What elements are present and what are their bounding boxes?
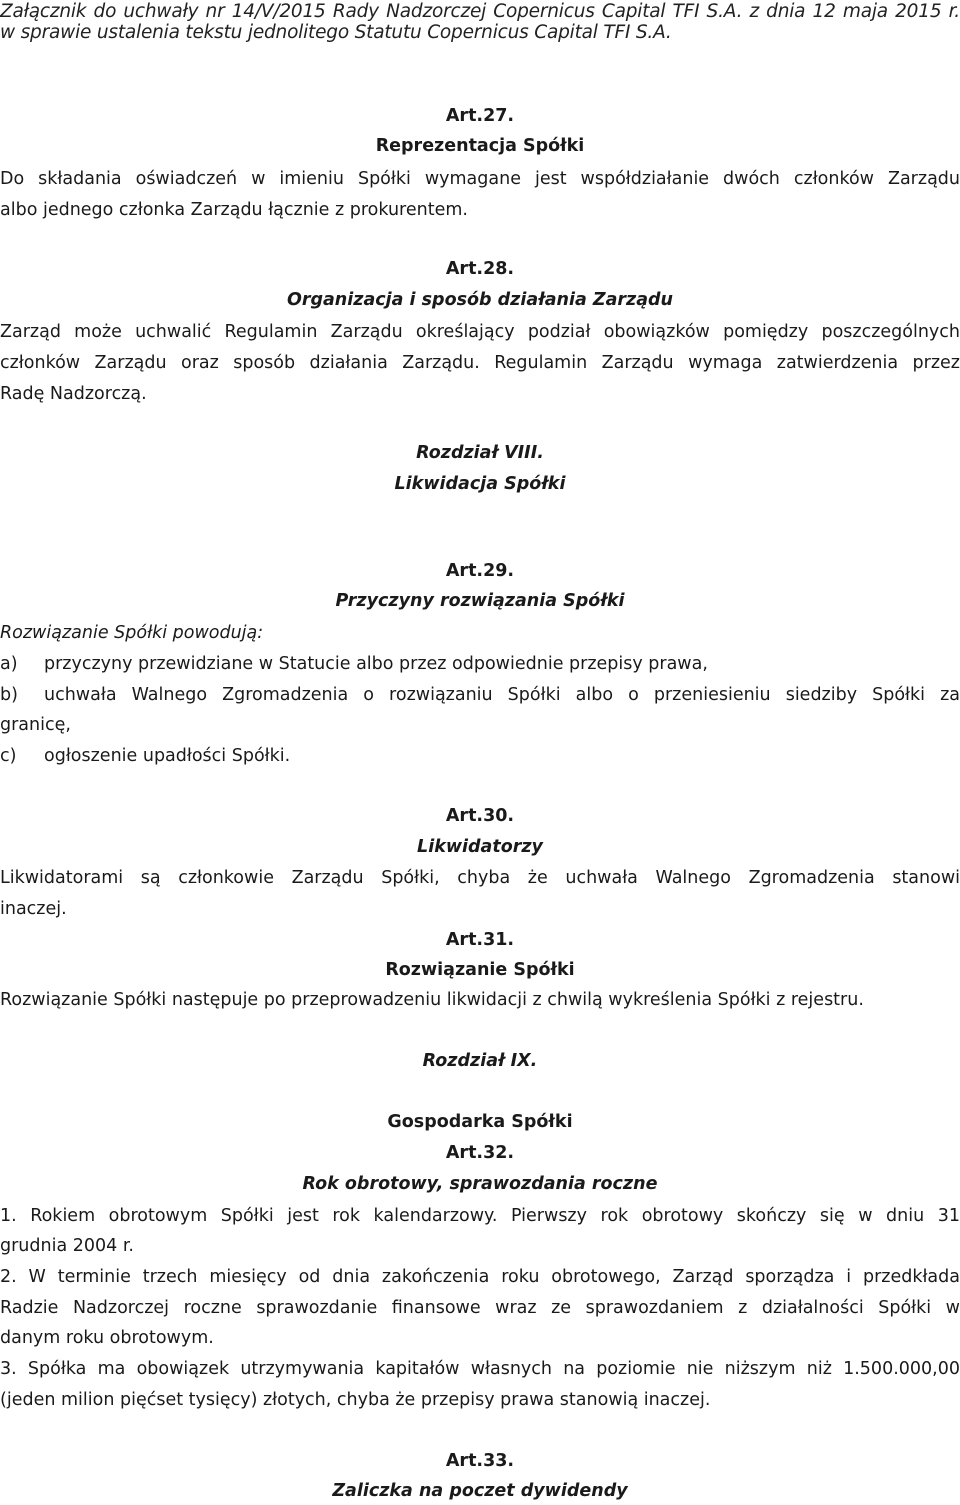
art32-p2-line-2: Radzie Nadzorczej roczne sprawozdanie finansowe wraz ze sprawozdaniem z działalności Spółki w: [0, 1298, 960, 1318]
list-marker: c): [0, 746, 17, 766]
art32-number: Art.32.: [445, 1143, 515, 1163]
art28-text-line-2: członków Zarządu oraz sposób działania Zarządu. Regulamin Zarządu wymaga zatwierdzenia przez: [0, 353, 960, 373]
art31-number: Art.31.: [445, 930, 515, 950]
art31-text-line-1: Rozwiązanie Spółki następuje po przeprowadzeniu likwidacji z chwilą wykreślenia Spółki z rejestru.: [0, 990, 864, 1010]
art27-text-line-1: Do składania oświadczeń w imieniu Spółki wymagane jest współdziałanie dwóch członków Zarządu: [0, 169, 960, 189]
art31-title: Rozwiązanie Spółki: [385, 960, 575, 980]
art32-p2-line-1: 2. W terminie trzech miesięcy od dnia zakończenia roku obrotowego, Zarząd sporządza i przedkłada: [0, 1267, 960, 1287]
art30-number: Art.30.: [445, 806, 515, 826]
art27-text-line-2: albo jednego członka Zarządu łącznie z prokurentem.: [0, 200, 468, 220]
art32-p3-line-2: (jeden milion pięćset tysięcy) złotych, chyba że przepisy prawa stanowią inaczej.: [0, 1390, 711, 1410]
art27-number: Art.27.: [445, 106, 515, 126]
list-text: ogłoszenie upadłości Spółki.: [44, 746, 291, 766]
art32-p1-line-2: grudnia 2004 r.: [0, 1236, 134, 1256]
chapter8-number: Rozdział VIII.: [416, 443, 544, 463]
art29-number: Art.29.: [445, 561, 515, 581]
art32-p1-line-1: 1. Rokiem obrotowym Spółki jest rok kalendarzowy. Pierwszy rok obrotowy skończy się w dniu 31: [0, 1206, 960, 1226]
art30-text-line-2: inaczej.: [0, 899, 67, 919]
art32-p3-line-1: 3. Spółka ma obowiązek utrzymywania kapitałów własnych na poziomie nie niższym niż 1.500.000,00: [0, 1359, 960, 1379]
chapter9-number: Rozdział IX.: [422, 1051, 538, 1071]
header-line-1: Załącznik do uchwały nr 14/V/2015 Rady Nadzorczej Copernicus Capital TFI S.A. z dnia 12 maja 2015 r.: [0, 1, 960, 22]
chapter9-title: Gospodarka Spółki: [387, 1112, 573, 1132]
chapter8-title: Likwidacja Spółki: [394, 474, 566, 494]
art29-title: Przyczyny rozwiązania Spółki: [335, 591, 625, 611]
art28-text-line-1: Zarząd może uchwalić Regulamin Zarządu określający podział obowiązków pomiędzy poszczególnych: [0, 322, 960, 342]
list-text: uchwała Walnego Zgromadzenia o rozwiązaniu Spółki albo o przeniesieniu siedziby Spółki za: [44, 685, 960, 705]
list-marker: b): [0, 685, 18, 705]
art27-title: Reprezentacja Spółki: [375, 136, 585, 156]
art29-intro: Rozwiązanie Spółki powodują:: [0, 623, 264, 643]
art33-title: Zaliczka na poczet dywidendy: [332, 1481, 628, 1501]
art30-text-line-1: Likwidatorami są członkowie Zarządu Spółki, chyba że uchwała Walnego Zgromadzenia stanowi: [0, 868, 960, 888]
art32-p2-line-3: danym roku obrotowym.: [0, 1328, 214, 1348]
header-line-2: w sprawie ustalenia tekstu jednolitego Statutu Copernicus Capital TFI S.A.: [0, 22, 672, 43]
art30-title: Likwidatorzy: [417, 837, 543, 857]
art32-title: Rok obrotowy, sprawozdania roczne: [302, 1174, 658, 1194]
list-item-continuation: granicę,: [0, 715, 71, 735]
art33-number: Art.33.: [445, 1451, 515, 1471]
list-marker: a): [0, 654, 18, 674]
art28-title: Organizacja i sposób działania Zarządu: [286, 290, 674, 310]
art28-number: Art.28.: [445, 259, 515, 279]
art28-text-line-3: Radę Nadzorczą.: [0, 384, 147, 404]
list-text: przyczyny przewidziane w Statucie albo przez odpowiednie przepisy prawa,: [44, 654, 708, 674]
